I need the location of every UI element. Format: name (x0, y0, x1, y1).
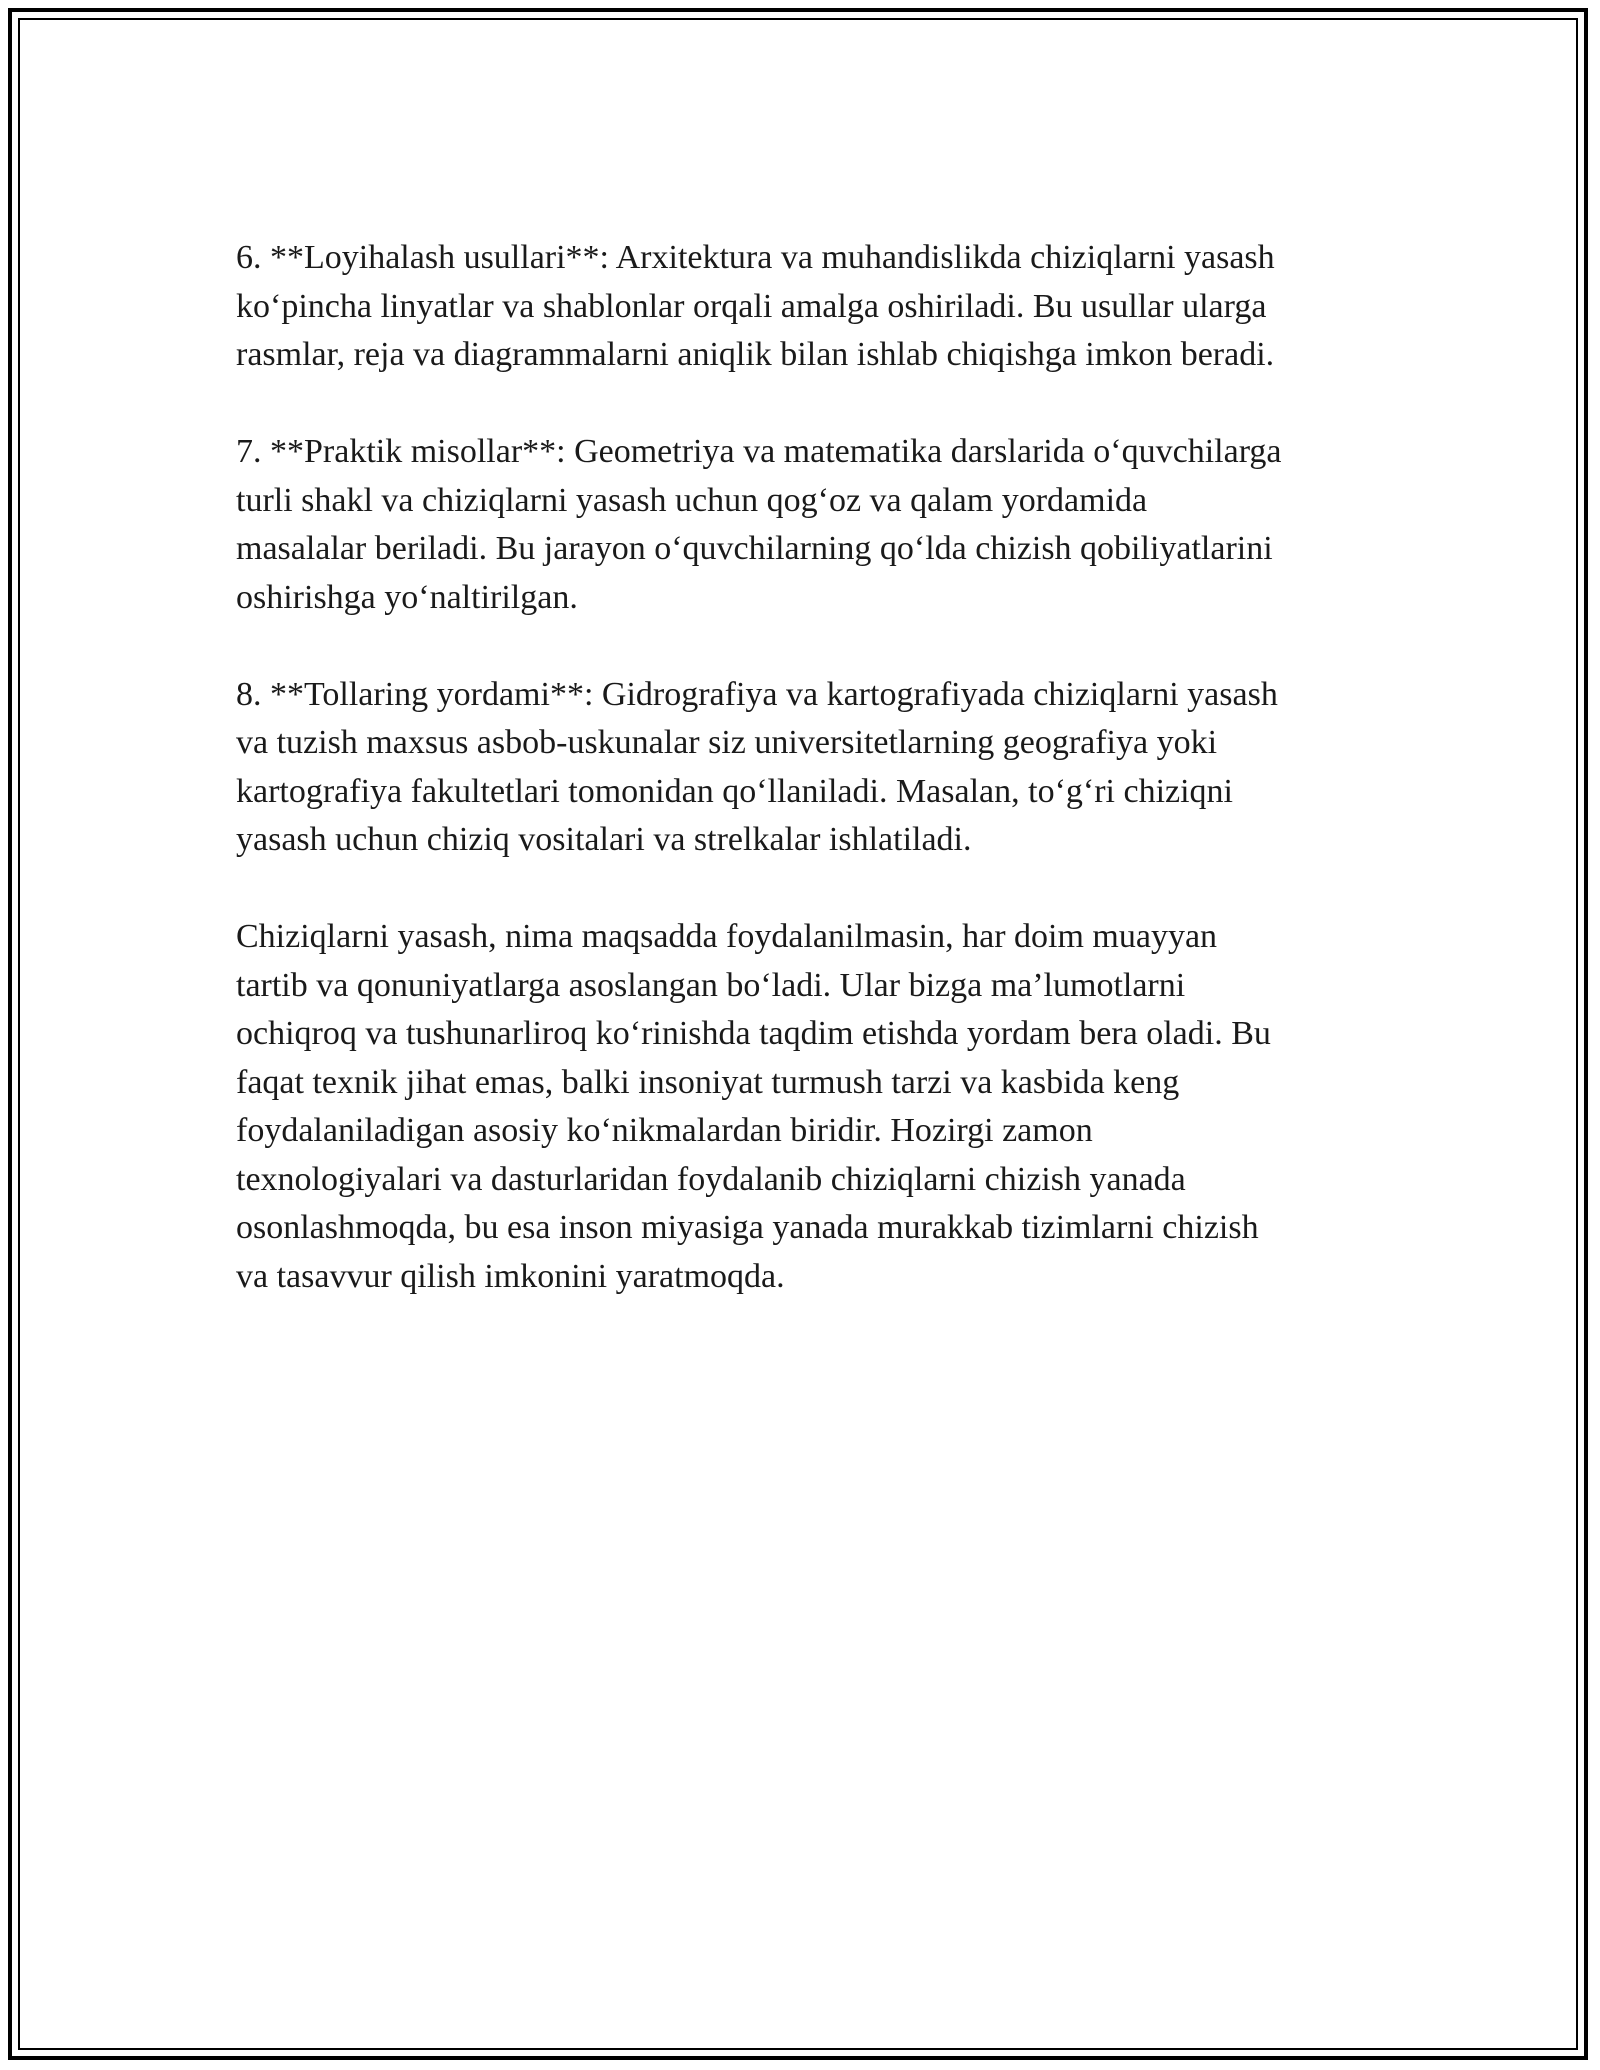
text-line: ochiqroq va tushunarliroq ko‘rinishda taqdim etishda yordam bera oladi. Bu (236, 1015, 1271, 1052)
text-line: va tuzish maxsus asbob-uskunalar siz universitetlarning geografiya yoki (236, 724, 1218, 761)
text-line: foydalaniladigan asosiy ko‘nikmalardan biridir. Hozirgi zamon (236, 1112, 1093, 1149)
text-line: osonlashmoqda, bu esa inson miyasiga yanada murakkab tizimlarni chizish (236, 1209, 1259, 1246)
text-line: yasash uchun chiziq vositalari va strelkalar ishlatiladi. (236, 821, 972, 858)
text-line: tartib va qonuniyatlarga asoslangan bo‘ladi. Ular bizga ma’lumotlarni (236, 966, 1186, 1004)
paragraph-practical-examples (236, 428, 1386, 622)
text-line: masalalar beriladi. Bu jarayon o‘quvchilarning qo‘lda chizish qobiliyatlarini (236, 530, 1273, 567)
text-line: turli shakl va chiziqlarni yasash uchun qog‘oz va qalam yordamida (236, 481, 1148, 519)
text-line: ko‘pincha linyatlar va shablonlar orqali amalga oshiriladi. Bu usullar ularga (236, 287, 1267, 325)
document-body (236, 234, 1386, 1350)
paragraph-conclusion (236, 913, 1386, 1301)
text-line: 7. **Praktik misollar**: Geometriya va matematika darslarida o‘quvchilarga (236, 433, 1282, 470)
text-line: kartografiya fakultetlari tomonidan qo‘llaniladi. Masalan, to‘g‘ri chiziqni (236, 772, 1234, 810)
text-line: oshirishga yo‘naltirilgan. (236, 578, 578, 616)
text-line: faqat texnik jihat emas, balki insoniyat turmush tarzi va kasbida keng (236, 1063, 1180, 1101)
text-line: va tasavvur qilish imkonini yaratmoqda. (236, 1257, 785, 1295)
paragraph-tools-help (236, 671, 1386, 865)
paragraph-design-methods (236, 234, 1386, 380)
text-line: 8. **Tollaring yordami**: Gidrografiya va kartografiyada chiziqlarni yasash (236, 675, 1278, 713)
text-line: 6. **Loyihalash usullari**: Arxitektura va muhandislikda chiziqlarni yasash (236, 239, 1275, 276)
text-line: texnologiyalari va dasturlaridan foydalanib chiziqlarni chizish yanada (236, 1160, 1186, 1198)
text-line: rasmlar, reja va diagrammalarni aniqlik bilan ishlab chiqishga imkon beradi. (236, 336, 1275, 373)
text-line: Chiziqlarni yasash, nima maqsadda foydalanilmasin, har doim muayyan (236, 918, 1218, 955)
